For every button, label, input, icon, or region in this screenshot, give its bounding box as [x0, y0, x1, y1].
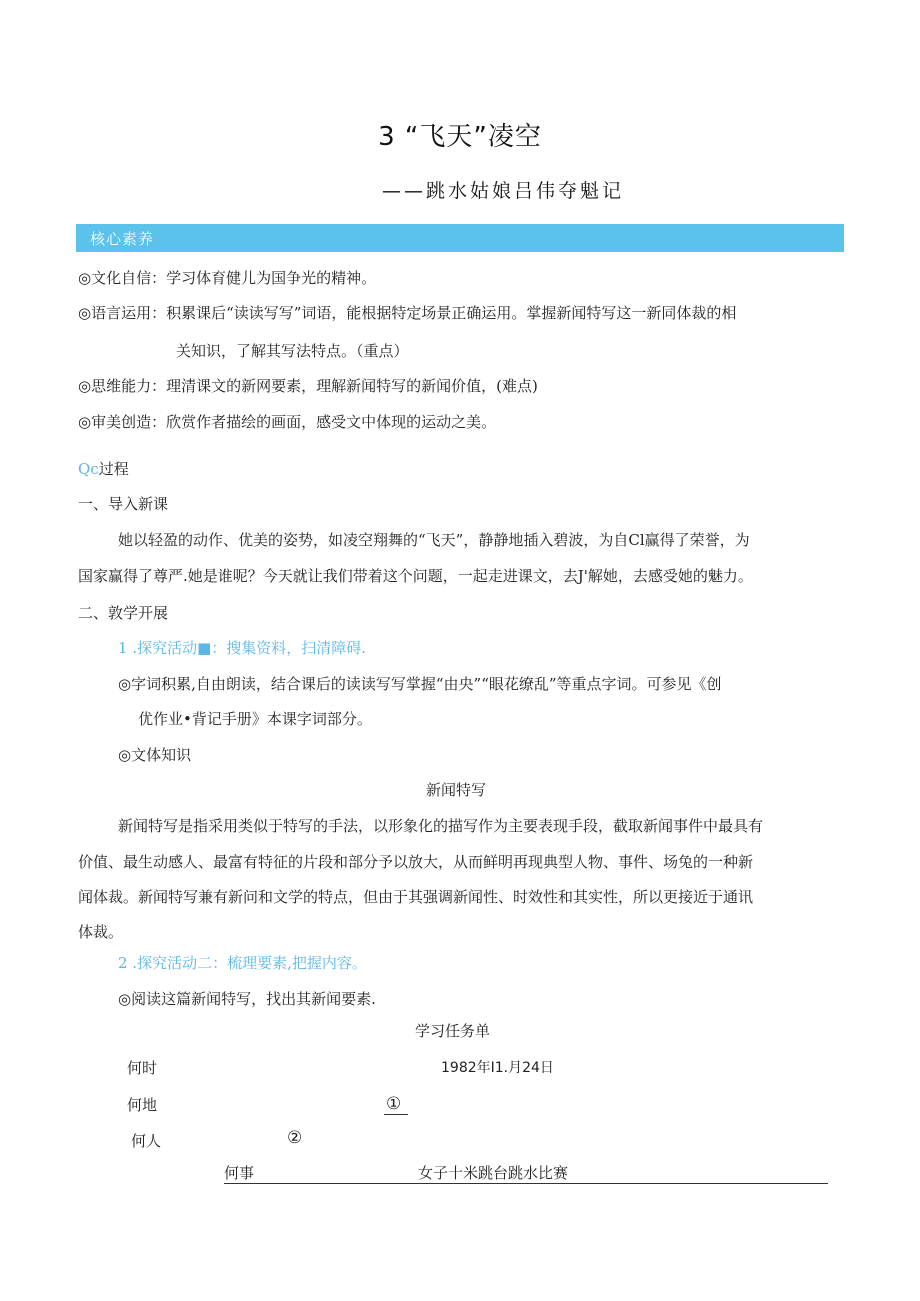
when-label: 何时	[127, 1059, 158, 1077]
word-accumulation-line2: 优作业•背记手册》本课字词部分。	[138, 710, 372, 728]
genre-paragraph-line4: 体裁。	[78, 923, 124, 941]
where-underline	[384, 1114, 408, 1115]
what-underline	[224, 1183, 828, 1184]
core-item-aesthetic: ◎审美创造：欣赏作者描绘的画面，感受文中体现的运动之美。	[78, 413, 497, 431]
process-label: 过程	[98, 460, 129, 478]
section-teaching-heading: 二、敦学开展	[78, 604, 169, 622]
when-value: 1982年I1.月24日	[441, 1060, 554, 1076]
core-item-language-cont: 关知识，了解其写法特点。（重点）	[176, 342, 409, 360]
who-blank-marker: ②	[287, 1128, 303, 1148]
what-value: 女子十米跳台跳水比赛	[418, 1164, 569, 1182]
core-literacy-label: 核心素养	[90, 230, 155, 248]
core-item-thinking: ◎思维能力：理清课文的新网要素，理解新闻特写的新闻价值，(难点)	[78, 377, 538, 395]
core-literacy-bar	[76, 224, 844, 252]
genre-title: 新闻特写	[426, 781, 487, 799]
genre-paragraph-line2: 价值、最生动感人、最富有特征的片段和部分予以放大，从而鲜明再现典型人物、事件、场兔的一种新	[78, 853, 754, 871]
word-accumulation-line1: ◎字词积累,自由朗读，结合课后的读读写写掌握“由央”“眼花缭乱”等重点字词。可参见《创	[118, 675, 722, 693]
process-heading	[78, 459, 129, 479]
read-task-instruction: ◎阅读这篇新闻特写，找出其新闻要素.	[118, 990, 376, 1008]
genre-paragraph-line3: 闻体裁。新闻特写兼有新问和文学的特点，但由于其强调新闻性、时效性和其实性，所以更接近于通讯	[78, 888, 754, 906]
where-blank-marker: ①	[386, 1094, 402, 1114]
genre-knowledge-label: ◎文体知识	[118, 746, 192, 764]
document-title: 3 “飞天”凌空	[378, 122, 542, 152]
process-prefix: Qc	[78, 460, 99, 478]
activity-two-heading: 2 .探究活动二：梳理要素,把握内容。	[118, 954, 367, 972]
what-label: 何事	[224, 1164, 255, 1182]
core-item-language: ◎语言运用：积累课后“读读写写”词语，能根据特定场景正确运用。掌握新闻特写这一新同体裁的相	[78, 304, 737, 322]
who-label: 何人	[131, 1132, 162, 1150]
where-label: 何地	[127, 1096, 158, 1114]
core-item-culture: ◎文化自信：学习体育健儿为国争光的精神。	[78, 269, 377, 287]
section-intro-heading: 一、导入新课	[78, 495, 169, 513]
activity-one-heading: 1 .探究活动■：搜集资料，扫清障碍.	[118, 639, 367, 657]
intro-paragraph-line1: 她以轻盈的动作、优美的姿势，如凌空翔舞的“飞天”，静静地插入碧波，为自Cl赢得了荣誉，为	[118, 531, 750, 549]
genre-paragraph-line1: 新闻特写是指采用类似于特写的手法，以形象化的描写作为主要表现手段，截取新闻事件中最具有	[118, 817, 764, 835]
document-subtitle: ——跳水姑娘吕伟夺魁记	[382, 180, 625, 202]
task-sheet-title: 学习任务单	[415, 1022, 491, 1040]
intro-paragraph-line2: 国家赢得了尊严.她是谁呢？今天就让我们带着这个问题，一起走进课文，去J'解她，去感受她的魅力。	[78, 567, 753, 585]
